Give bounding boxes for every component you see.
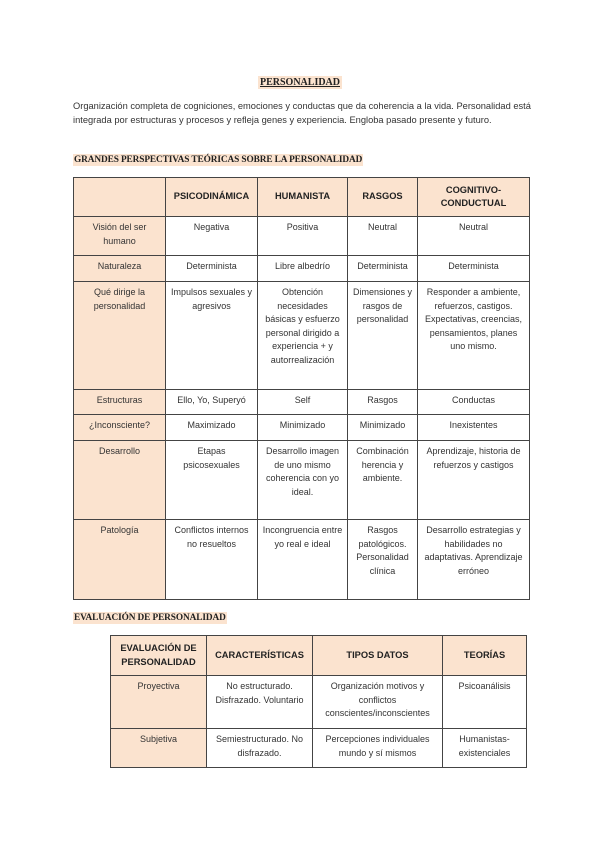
header-cell: CARACTERÍSTICAS (207, 636, 313, 676)
table-cell: Obtención necesidades básicas y esfuerzo personal dirigido a experiencia + y autorrealización (258, 282, 348, 390)
table-cell: Semiestructurado. No disfrazado. (207, 729, 313, 768)
table-cell: Determinista (348, 256, 418, 282)
table-row (74, 520, 530, 600)
table-cell: Inexistentes (418, 415, 530, 441)
table-cell: Conductas (418, 390, 530, 415)
table-cell: Rasgos (348, 390, 418, 415)
table-cell: Rasgos patológicos. Personalidad clínica (348, 520, 418, 600)
table-cell: Determinista (418, 256, 530, 282)
row-label: Patología (74, 520, 166, 600)
table-header-row (74, 178, 530, 217)
header-cell: HUMANISTA (258, 178, 348, 217)
table-cell: Maximizado (166, 415, 258, 441)
header-cell: RASGOS (348, 178, 418, 217)
table-cell: Etapas psicosexuales (166, 441, 258, 520)
row-label: Visión del ser humano (74, 217, 166, 256)
intro-paragraph: Organización completa de cogniciones, emociones y conductas que da coherencia a la vida. Personalidad está integrada por estructuras y procesos y refleja genes y experiencia. Engloba pasado presente y futuro. (73, 101, 531, 125)
table-cell: Combinación herencia y ambiente. (348, 441, 418, 520)
header-cell: COGNITIVO-CONDUCTUAL (418, 178, 530, 217)
table-cell: No estructurado. Disfrazado. Voluntario (207, 676, 313, 729)
table-cell: Desarrollo estrategias y habilidades no adaptativas. Aprendizaje erróneo (418, 520, 530, 600)
table-cell: Minimizado (258, 415, 348, 441)
table-cell: Percepciones individuales mundo y sí mismos (313, 729, 443, 768)
table-cell: Conflictos internos no resueltos (166, 520, 258, 600)
row-label: Desarrollo (74, 441, 166, 520)
header-cell (74, 178, 166, 217)
page-title-text: PERSONALIDAD (259, 77, 340, 88)
row-label: Naturaleza (74, 256, 166, 282)
header-cell: EVALUACIÓN DE PERSONALIDAD (111, 636, 207, 676)
table-cell: Minimizado (348, 415, 418, 441)
table-cell: Humanistas-existenciales (443, 729, 527, 768)
table-cell: Aprendizaje, historia de refuerzos y castigos (418, 441, 530, 520)
table-cell: Positiva (258, 217, 348, 256)
table-cell: Psicoanálisis (443, 676, 527, 729)
page-title (0, 72, 600, 90)
table-row (74, 217, 530, 256)
table-cell: Negativa (166, 217, 258, 256)
table-cell: Organización motivos y conflictos conscientes/inconscientes (313, 676, 443, 729)
section-heading-perspectives: GRANDES PERSPECTIVAS TEÓRICAS SOBRE LA PERSONALIDAD (74, 155, 363, 165)
row-label: Subjetiva (111, 729, 207, 768)
table-cell: Responder a ambiente, refuerzos, castigos. Expectativas, creencias, pensamientos, planes uno mismo. (418, 282, 530, 390)
row-label: Estructuras (74, 390, 166, 415)
row-label: Qué dirige la personalidad (74, 282, 166, 390)
table-cell: Desarrollo imagen de uno mismo coherencia con yo ideal. (258, 441, 348, 520)
table-cell: Neutral (418, 217, 530, 256)
table-cell: Self (258, 390, 348, 415)
perspectives-table (73, 177, 530, 600)
table-cell: Determinista (166, 256, 258, 282)
table-cell: Libre albedrío (258, 256, 348, 282)
table-row (74, 441, 530, 520)
row-label: ¿Inconsciente? (74, 415, 166, 441)
table-cell: Incongruencia entre yo real e ideal (258, 520, 348, 600)
table-cell: Dimensiones y rasgos de personalidad (348, 282, 418, 390)
section-heading-evaluation: EVALUACIÓN DE PERSONALIDAD (74, 613, 226, 623)
table-cell: Neutral (348, 217, 418, 256)
table-row (74, 256, 530, 282)
table-row (74, 282, 530, 390)
row-label: Proyectiva (111, 676, 207, 729)
header-cell: TIPOS DATOS (313, 636, 443, 676)
table-row (74, 415, 530, 441)
table-row (111, 676, 527, 729)
table-row (74, 390, 530, 415)
header-cell: TEORÍAS (443, 636, 527, 676)
evaluation-table (110, 635, 527, 768)
table-cell: Ello, Yo, Superyó (166, 390, 258, 415)
table-cell: Impulsos sexuales y agresivos (166, 282, 258, 390)
table-header-row (111, 636, 527, 676)
header-cell: PSICODINÁMICA (166, 178, 258, 217)
table-row (111, 729, 527, 768)
